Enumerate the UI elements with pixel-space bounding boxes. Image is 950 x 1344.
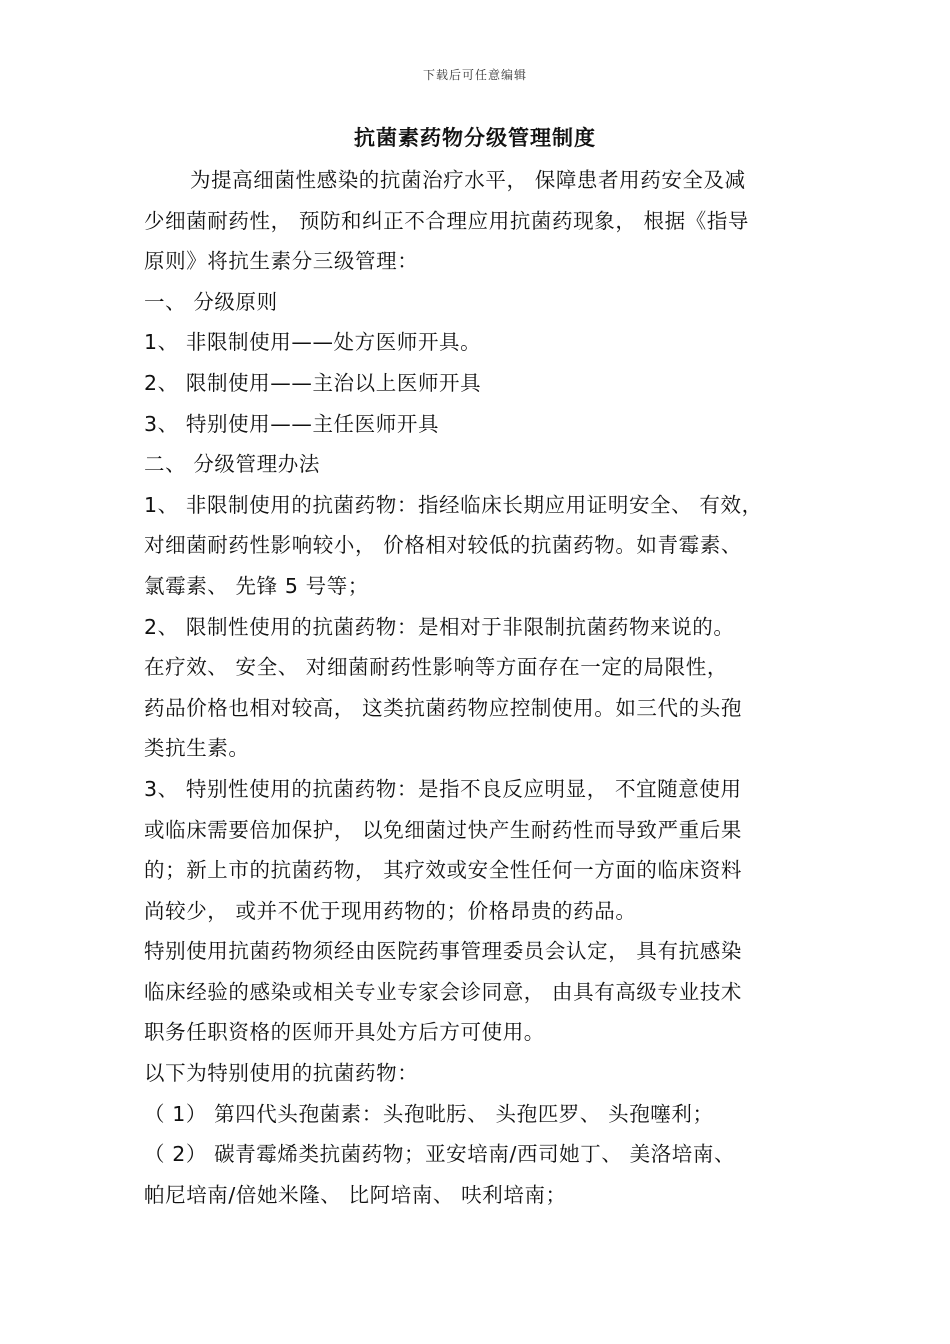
paragraph-line: 的；新上市的抗菌药物， 其疗效或安全性任何一方面的临床资料: [144, 858, 742, 883]
paragraph-line: 特别使用抗菌药物须经由医院药事管理委员会认定， 具有抗感染: [144, 939, 742, 964]
paragraph-line: 类抗生素。: [144, 736, 250, 761]
section-heading-text: 二、 分级管理办法: [144, 452, 320, 477]
management-item-2: [144, 607, 816, 769]
paragraph-line: 职务任职资格的医师开具处方后方可使用。: [144, 1020, 545, 1045]
list-item: 3、 特别使用——主任医师开具: [144, 411, 440, 436]
list-item: （ 1） 第四代头孢菌素：头孢吡肟、 头孢匹罗、 头孢噻利；: [144, 1101, 714, 1126]
intro-line: 少细菌耐药性， 预防和纠正不合理应用抗菌药现象， 根据《指导: [144, 208, 750, 233]
paragraph-line: 在疗效、 安全、 对细菌耐药性影响等方面存在一定的局限性，: [144, 655, 728, 680]
paragraph-line: 药品价格也相对较高， 这类抗菌药物应控制使用。如三代的头孢: [144, 695, 742, 720]
paragraph-line: 3、 特别性使用的抗菌药物：是指不良反应明显， 不宜随意使用: [144, 776, 742, 801]
paragraph-line: 2、 限制性使用的抗菌药物：是相对于非限制抗菌药物来说的。: [144, 614, 735, 639]
intro-line: 原则》将抗生素分三级管理：: [144, 249, 419, 274]
section-heading-principles: [144, 282, 816, 323]
section-heading-management: [144, 444, 816, 485]
list-item: （ 2） 碳青霉烯类抗菌药物；亚安培南/西司她丁、 美洛培南、: [144, 1142, 736, 1167]
paragraph-line: 1、 非限制使用的抗菌药物：指经临床长期应用证明安全、 有效，: [144, 492, 763, 517]
header-note: 下载后可任意编辑: [422, 68, 527, 82]
paragraph-line: 临床经验的感染或相关专业专家会诊同意， 由具有高级专业技术: [144, 979, 742, 1004]
list-item: 1、 非限制使用——处方医师开具。: [144, 330, 482, 355]
paragraph-line: 以下为特别使用的抗菌药物：: [144, 1061, 419, 1086]
section-heading-text: 一、 分级原则: [144, 289, 278, 314]
management-item-1: [144, 485, 816, 607]
intro-line: 为提高细菌性感染的抗菌治疗水平， 保障患者用药安全及减: [190, 168, 746, 192]
list-item: 帕尼培南/倍她米隆、 比阿培南、 呋利培南；: [144, 1182, 567, 1207]
special-use-rule: [144, 931, 816, 1053]
principles-list: [144, 322, 816, 444]
intro-paragraph-continued: [144, 201, 816, 282]
paragraph-line: 尚较少， 或并不优于现用药物的；价格昂贵的药品。: [144, 898, 637, 923]
list-item: 2、 限制使用——主治以上医师开具: [144, 370, 482, 395]
document-title: 抗菌素药物分级管理制度: [354, 126, 596, 150]
intro-paragraph: [144, 160, 816, 201]
document-body: [144, 160, 816, 1215]
special-drug-list: [144, 1094, 816, 1216]
management-item-3: [144, 769, 816, 931]
paragraph-line: 对细菌耐药性影响较小， 价格相对较低的抗菌药物。如青霉素、: [144, 533, 742, 558]
paragraph-line: 氯霉素、 先锋 5 号等；: [144, 573, 369, 598]
special-list-heading: [144, 1053, 816, 1094]
paragraph-line: 或临床需要倍加保护， 以免细菌过快产生耐药性而导致严重后果: [144, 817, 742, 842]
